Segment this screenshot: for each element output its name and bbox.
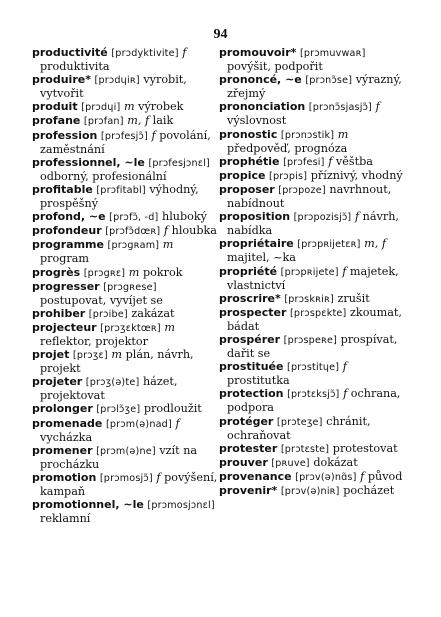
headword: professionnel, ~le — [32, 155, 145, 169]
grammar-label: f — [163, 224, 169, 238]
translation: povolání, zaměstnání — [40, 128, 211, 156]
headword: propriétaire — [219, 237, 294, 251]
pronunciation: [prɔspɛkte] — [289, 307, 347, 319]
grammar-label: f — [354, 210, 360, 224]
headword: profession — [32, 128, 98, 142]
grammar-label: f — [328, 154, 333, 168]
dictionary-entry — [32, 444, 218, 471]
pronunciation: [prɔlɔ̃ʒe] — [96, 404, 141, 416]
translation: výhodný, prospěšný — [40, 182, 199, 211]
translation: prostitutka — [227, 374, 290, 388]
dictionary-entry — [219, 265, 405, 292]
pronunciation: [prɔdyktivite] — [111, 48, 179, 59]
translation: vyrobit, vytvořit — [40, 73, 187, 101]
headword: programme — [32, 238, 104, 252]
pronunciation: [prɔpʀijete] — [280, 266, 339, 278]
pronunciation: [prɔteʒe] — [276, 416, 323, 428]
dictionary-column-left — [32, 46, 218, 525]
pronunciation: [prɔʒɛktœʀ] — [100, 322, 161, 334]
translation: házet, projektovat — [40, 375, 178, 403]
dictionary-entry — [219, 360, 405, 387]
grammar-label: m — [111, 348, 123, 362]
translation: příznivý, vhodný — [310, 168, 403, 182]
grammar-label: m — [162, 238, 174, 252]
headword: protéger — [219, 414, 274, 428]
grammar-label: m — [337, 127, 349, 141]
headword: profond, ~e — [32, 210, 106, 224]
headword: prospérer — [219, 332, 281, 346]
translation: zakázat — [131, 306, 175, 320]
grammar-label: f — [342, 264, 347, 278]
pronunciation: [prɔfitabl] — [96, 184, 146, 196]
headword: pronostic — [219, 127, 278, 141]
pronunciation: [prɔnɔstik] — [280, 129, 335, 141]
dictionary-entry — [219, 46, 405, 73]
dictionary-entry — [219, 237, 405, 264]
grammar-label: f — [156, 470, 161, 484]
headword: propice — [219, 168, 266, 182]
dictionary-entry — [32, 183, 218, 210]
pronunciation: [prɔm(ə)ne] — [96, 445, 156, 457]
headword: promotionnel, ~le — [32, 498, 144, 512]
dictionary-entry — [32, 307, 218, 321]
headword: prononciation — [219, 100, 306, 114]
dictionary-entry — [219, 484, 405, 498]
page-number: 94 — [213, 27, 228, 42]
grammar-label: f — [343, 387, 348, 401]
headword: proposition — [219, 210, 291, 224]
dictionary-entry — [219, 470, 405, 484]
headword: protester — [219, 441, 278, 455]
pronunciation: [prɔtɛste] — [280, 443, 330, 455]
translation: laik — [152, 114, 174, 128]
grammar-label: m — [164, 320, 175, 334]
grammar-label: m — [128, 265, 140, 279]
dictionary-entry — [219, 183, 405, 210]
pronunciation: [prɔpoze] — [278, 184, 326, 196]
dictionary-entry — [219, 128, 405, 155]
translation: ochrana, podpora — [227, 387, 401, 415]
headword: propriété — [219, 264, 278, 278]
pronunciation: [prɔgʀese] — [103, 281, 157, 293]
headword: prospecter — [219, 305, 287, 319]
dictionary-entry — [32, 238, 218, 265]
dictionary-entry — [32, 375, 218, 402]
pronunciation: [prɔfɔ̃dœʀ] — [105, 226, 161, 238]
dictionary-entry — [32, 402, 218, 416]
pronunciation: [prɔpʀijetɛʀ] — [297, 239, 361, 251]
headword: prouver — [219, 455, 268, 469]
translation: výslovnost — [227, 114, 287, 128]
headword: prolonger — [32, 402, 93, 416]
pronunciation: [prɔv(ə)niʀ] — [280, 486, 340, 497]
translation: reklamní — [40, 512, 91, 526]
pronunciation: [prɔnɔ̃se] — [305, 75, 353, 87]
translation: výrobek — [138, 100, 184, 114]
headword: profondeur — [32, 224, 102, 238]
headword: prostituée — [219, 360, 284, 374]
translation: pokrok — [142, 265, 183, 279]
dictionary-entry — [32, 46, 218, 73]
translation: plán, návrh, projekt — [40, 348, 194, 376]
dictionary-entry — [32, 348, 218, 375]
translation: program — [40, 252, 90, 266]
headword: prophétie — [219, 154, 280, 168]
translation: produktivita — [40, 60, 110, 74]
pronunciation: [prɔstitɥe] — [287, 362, 340, 374]
headword: proposer — [219, 182, 275, 196]
dictionary-entry — [219, 100, 405, 127]
translation: chránit, ochraňovat — [227, 414, 371, 442]
dictionary-entry — [219, 387, 405, 414]
grammar-label: f — [342, 360, 347, 374]
dictionary-entry — [32, 321, 218, 348]
headword: productivité — [32, 46, 108, 59]
headword: provenir* — [219, 484, 278, 497]
translation: navrhnout, nabídnout — [227, 182, 392, 211]
headword: profitable — [32, 182, 93, 196]
dictionary-entry — [219, 155, 405, 169]
dictionary-entry — [32, 224, 218, 238]
dictionary-entry — [219, 415, 405, 442]
headword: progrès — [32, 265, 81, 279]
headword: promenade — [32, 416, 103, 430]
translation: pocházet — [343, 484, 395, 497]
headword: profane — [32, 114, 81, 128]
grammar-label: m, f — [127, 114, 150, 128]
dictionary-entry — [219, 306, 405, 333]
translation: majitel, ~ka — [227, 251, 296, 265]
headword: promouvoir* — [219, 46, 297, 59]
translation: původ — [367, 469, 403, 483]
dictionary-entry — [32, 129, 218, 156]
dictionary-entry — [32, 266, 218, 280]
translation: věštba — [335, 154, 373, 168]
pronunciation: [prɔfesjɔnɛl] — [148, 157, 210, 169]
dictionary-entry — [32, 114, 218, 128]
pronunciation: [prɔfɔ̃, -d] — [109, 212, 159, 224]
translation: zkoumat, bádat — [227, 305, 402, 333]
dictionary-entry — [219, 333, 405, 360]
dictionary-entry — [32, 417, 218, 444]
headword: promotion — [32, 470, 97, 484]
pronunciation: [prɔtɛksjɔ̃] — [287, 389, 340, 401]
translation: prodloužit — [143, 402, 202, 416]
pronunciation: [prɔgʀɛ] — [83, 267, 126, 279]
headword: proscrire* — [219, 291, 281, 305]
dictionary-entry — [32, 73, 218, 100]
translation: protestovat — [332, 441, 398, 455]
translation: odborný, profesionální — [40, 169, 167, 183]
translation: povýšení, kampaň — [40, 470, 218, 498]
pronunciation: [prɔnɔ̃sjasjɔ̃] — [308, 102, 372, 114]
pronunciation: [prɔfesjɔ̃] — [100, 130, 148, 142]
pronunciation: [prɔfan] — [83, 116, 124, 128]
translation: dokázat — [313, 455, 358, 469]
dictionary-entry — [32, 210, 218, 224]
headword: progresser — [32, 279, 100, 293]
dictionary-entry — [32, 471, 218, 498]
headword: projet — [32, 348, 70, 362]
translation: majetek, vlastnictví — [227, 264, 399, 292]
dictionary-entry — [219, 292, 405, 306]
translation: předpověď, prognóza — [227, 141, 348, 155]
headword: provenance — [219, 469, 292, 483]
translation: zrušit — [337, 291, 370, 305]
headword: protection — [219, 387, 284, 401]
grammar-label: m — [123, 100, 135, 114]
headword: prononcé, ~e — [219, 73, 302, 87]
dictionary-entry — [32, 498, 218, 525]
pronunciation: [prɔv(ə)nɑ̃s] — [295, 471, 357, 483]
grammar-label: f — [375, 100, 380, 114]
translation: reflektor, projektor — [40, 334, 148, 348]
pronunciation: [prɔibe] — [88, 308, 128, 320]
headword: projecteur — [32, 320, 97, 334]
grammar-label: m, f — [364, 237, 386, 251]
grammar-label: f — [182, 46, 187, 59]
dictionary-entry — [219, 169, 405, 183]
dictionary-entry — [32, 156, 218, 183]
translation: prospívat, dařit se — [227, 332, 398, 361]
dictionary-entry — [219, 442, 405, 456]
pronunciation: [prɔʒ(ə)te] — [85, 377, 140, 389]
pronunciation: [pʀuve] — [271, 457, 310, 469]
pronunciation: [prɔdɥi] — [81, 102, 121, 114]
translation: postupovat, vyvíjet se — [40, 293, 163, 307]
dictionary-entry — [32, 100, 218, 114]
translation: návrh, nabídka — [227, 210, 399, 238]
grammar-label: f — [360, 469, 365, 483]
pronunciation: [prɔdɥiʀ] — [94, 75, 140, 87]
grammar-label: f — [175, 416, 180, 430]
translation: hloubka — [171, 224, 217, 238]
translation: výrazný, zřejmý — [227, 73, 402, 101]
dictionary-entry — [219, 210, 405, 237]
pronunciation: [prɔskʀiʀ] — [284, 293, 334, 305]
pronunciation: [prɔgʀam] — [107, 240, 160, 252]
pronunciation: [prɔspeʀe] — [283, 334, 338, 346]
grammar-label: f — [151, 128, 156, 142]
pronunciation: [prɔmosjɔ̃] — [99, 472, 153, 484]
pronunciation: [prɔpozisjɔ̃] — [293, 212, 352, 224]
translation: povýšit, podpořit — [227, 60, 323, 74]
dictionary-entry — [219, 73, 405, 100]
translation: vzít na procházku — [40, 443, 198, 471]
headword: produire* — [32, 73, 91, 87]
translation: vycházka — [40, 430, 93, 444]
dictionary-entry — [219, 456, 405, 470]
pronunciation: [prɔmuvwaʀ] — [299, 48, 366, 59]
translation: hluboký — [162, 210, 208, 224]
headword: promener — [32, 443, 93, 457]
dictionary-column-right — [219, 46, 405, 498]
pronunciation: [prɔm(ə)nad] — [105, 418, 172, 430]
headword: prohiber — [32, 306, 86, 320]
headword: projeter — [32, 375, 83, 389]
pronunciation: [prɔmosjɔnɛl] — [147, 500, 215, 512]
pronunciation: [prɔʒɛ] — [72, 350, 108, 362]
headword: produit — [32, 100, 78, 114]
pronunciation: [prɔpis] — [269, 170, 308, 182]
pronunciation: [prɔfesi] — [283, 156, 325, 168]
dictionary-entry — [32, 280, 218, 307]
